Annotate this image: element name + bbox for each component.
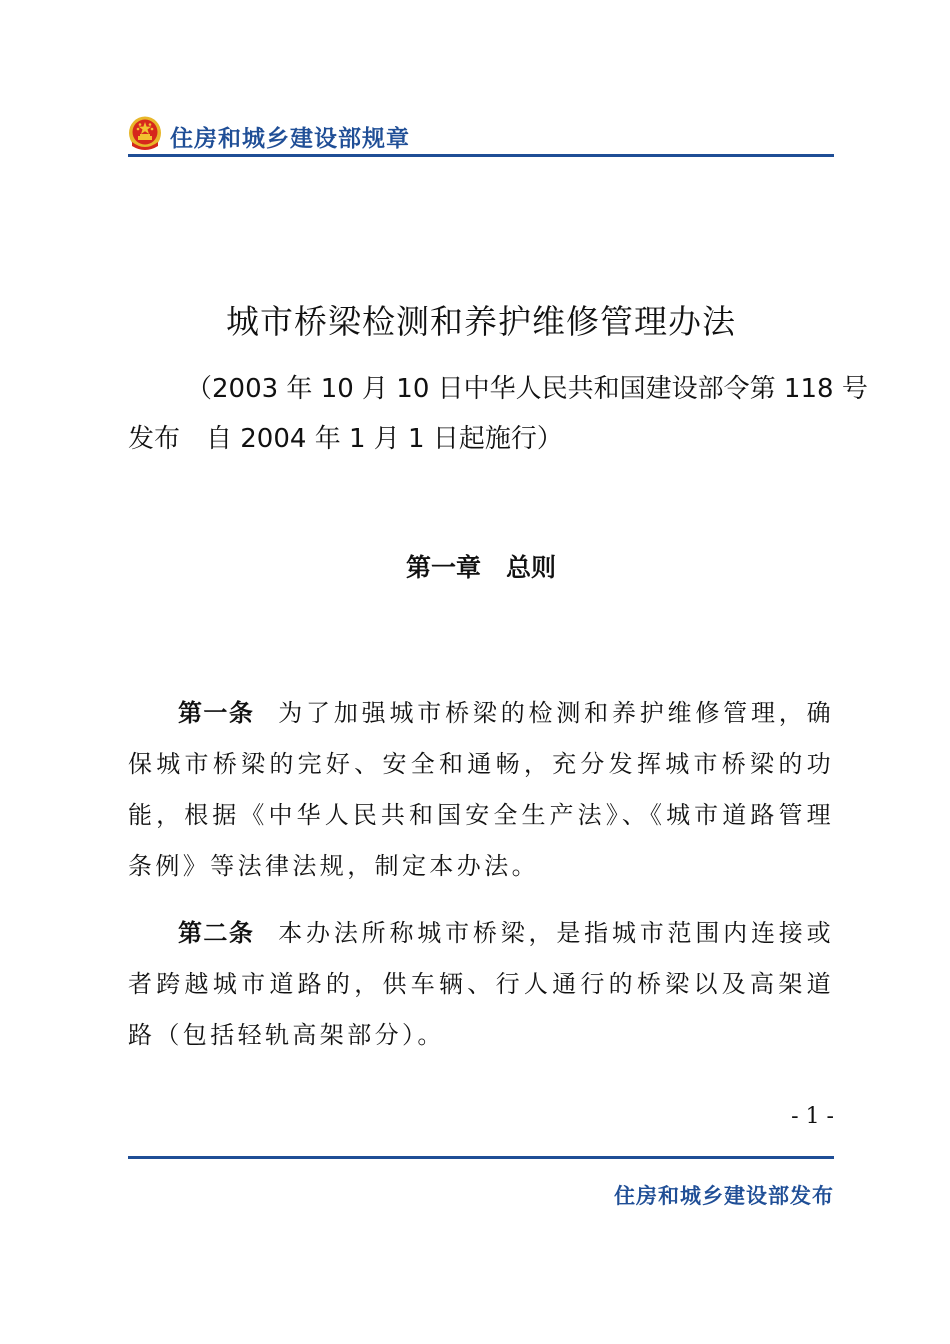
article-1-text: 为了加强城市桥梁的检测和养护维修管理，确保城市桥梁的完好、安全和通畅，充分发挥城市桥梁的功能，根据《中华人民共和国安全生产法》、《城市道路管理条例》等法律法规，制定本办法。 <box>128 699 835 880</box>
article-1 <box>128 688 834 892</box>
document-subtitle <box>128 364 868 464</box>
article-2-text: 本办法所称城市桥梁，是指城市范围内连接或者跨越城市道路的，供车辆、行人通行的桥梁以及高架道路（包括轻轨高架部分）。 <box>128 919 835 1049</box>
page-header <box>128 114 834 156</box>
subtitle-line-1: （2003 年 10 月 10 日中华人民共和国建设部令第 118 号 <box>186 374 868 404</box>
header-divider <box>128 154 834 157</box>
article-2 <box>128 908 834 1061</box>
footer-divider <box>128 1156 834 1159</box>
subtitle-line-2: 发布 自 2004 年 1 月 1 日起施行） <box>128 424 563 454</box>
page-number: - 1 - <box>791 1104 834 1129</box>
document-title: 城市桥梁检测和养护维修管理办法 <box>226 302 736 341</box>
article-1-number: 第一条 <box>178 699 255 727</box>
footer-publisher: 住房和城乡建设部发布 <box>614 1184 834 1208</box>
header-title: 住房和城乡建设部规章 <box>170 126 410 152</box>
chapter-heading: 第一章 总则 <box>405 553 556 582</box>
article-2-number: 第二条 <box>178 919 255 947</box>
national-emblem-icon <box>128 116 162 152</box>
